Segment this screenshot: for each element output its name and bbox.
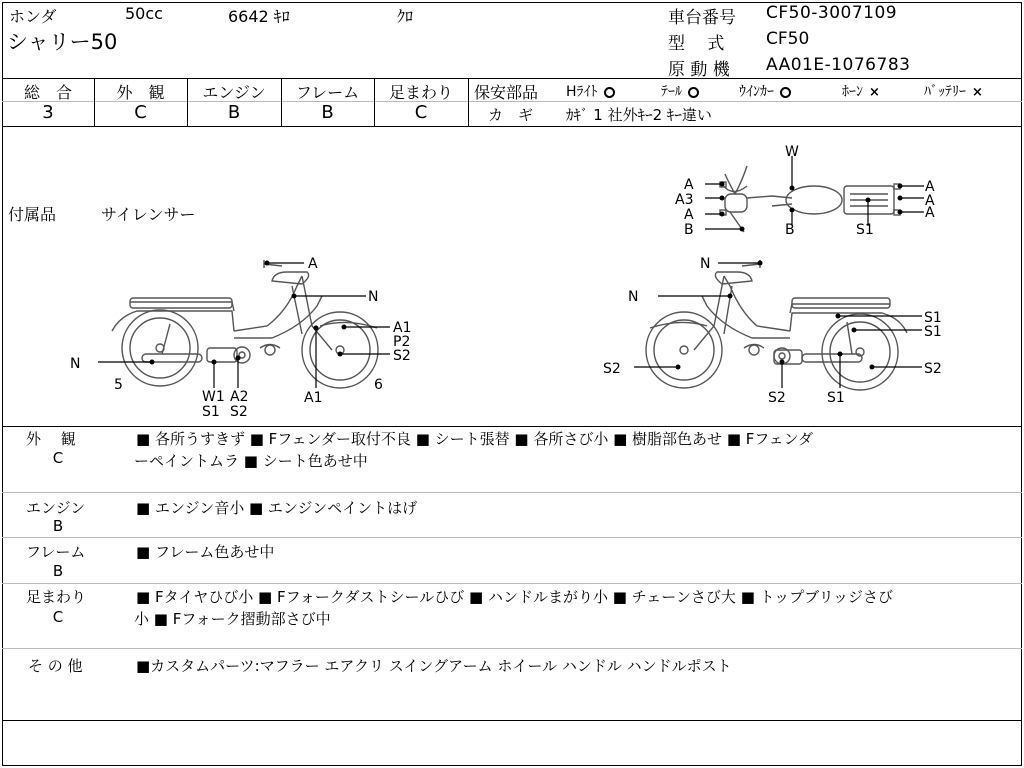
diagram-label: 6 [374,377,383,393]
remark-label-other: そ の 他 [28,657,83,675]
remark-text-engine: ■ エンジン音小 ■ エンジンペイントはげ [136,499,418,517]
safety-item-horn [842,81,880,101]
grade-value-suspension: C [414,102,428,123]
grade-header-overall: 総 合 [23,83,72,102]
diagram-label: S2 [768,390,786,406]
grade-value-exterior: C [134,102,147,123]
diagram-label: A [684,207,694,223]
right-side-bike [646,260,907,390]
safety-label: 保安部品 [474,83,539,102]
grade-value-frame: B [321,102,334,123]
safety-item-name: ﾊﾞｯﾃﾘｰ [924,84,966,100]
grade-value-overall: 3 [42,102,54,123]
ok-circle-icon [688,87,699,98]
diagram-label: N [368,289,379,305]
safety-item-name: Hﾗｲﾄ [566,84,598,100]
diagram-label: N [70,356,81,372]
left-side-bike [112,260,378,388]
safety-item-name: ﾎｰﾝ [842,84,863,100]
diagram-label: S1 [202,404,220,420]
displacement: 50cc [125,4,163,23]
ng-cross-icon: × [972,85,983,100]
diagram-label: A [925,179,935,195]
diagram-label: A [308,256,318,272]
model-name: シャリー50 [7,30,118,54]
diagram-label: B [684,222,694,238]
diagram-label: S2 [230,404,248,420]
ng-cross-icon: × [869,85,880,100]
color: ｸﾛ [397,7,414,26]
remark-label-frame: フレーム [26,543,86,561]
safety-item-name: ｳｲﾝｶｰ [739,84,774,100]
ok-circle-icon [604,87,615,98]
engine-no: AA01E-1076783 [766,55,911,75]
diagram-label: A3 [675,192,694,208]
diagram-label: S1 [827,390,845,406]
key-label: カ ギ [488,106,534,124]
accessories-value: サイレンサー [101,205,196,224]
frame-no-label: 車台番号 [668,8,736,28]
diagram-label: B [785,222,795,238]
grade-header-exterior: 外 観 [116,83,165,102]
remark-text-exterior: ■ 各所うすきず ■ Fフェンダー取付不良 ■ シート張替 ■ 各所さび小 ■ 樹脂部色あせ ■ Fフェンダ [136,430,814,448]
remark-label-suspension: 足まわり [26,588,87,606]
remark-grade-frame: B [52,562,64,580]
remark-label-exterior: 外 観 [26,430,76,448]
diagram-label: S1 [856,222,874,238]
remark-grade-engine: B [52,517,64,535]
diagram-label: N [628,289,639,305]
remark-text-frame: ■ フレーム色あせ中 [136,543,275,561]
diagram-label: P2 [393,334,411,350]
diagram-label: S2 [924,361,942,377]
maker: ホンダ [9,7,57,26]
diagram-label: A [925,205,935,221]
remark-label-engine: エンジン [26,499,86,517]
grade-header-engine: エンジン [202,83,266,102]
diagram-label: S1 [924,310,942,326]
remark-grade-suspension: C [52,608,64,626]
ok-circle-icon [780,87,791,98]
remark-text-other: ■カスタムパーツ:マフラー エアクリ スイングアーム ホイール ハンドル ハンドルポスト [136,657,732,675]
safety-item-headlight [566,81,615,101]
accessories-label: 付属品 [8,205,57,224]
safety-item-name: ﾃｰﾙ [661,84,682,100]
frame-no: CF50-3007109 [766,3,898,23]
remark-text-exterior-2: ーペイントムラ ■ シート色あせ中 [134,452,368,470]
grade-header-suspension: 足まわり [388,83,453,102]
diagram-label: W1 [202,389,225,405]
safety-item-tail [661,81,699,101]
grade-header-frame: フレーム [295,83,360,102]
diagram-label: A [925,193,935,209]
engine-label: 原 動 機 [668,60,730,80]
grade-value-engine: B [227,102,241,123]
diagram-label: S1 [924,324,942,340]
diagram-label: N [700,256,711,272]
type-label: 型 式 [668,34,725,54]
type-value: CF50 [766,29,810,49]
diagram-label: S2 [393,348,411,364]
diagram-label: A1 [304,390,323,406]
diagram-label: A [684,177,694,193]
remark-text-suspension: ■ Fタイヤひび小 ■ Fフォークダストシールひび ■ ハンドルまがり小 ■ チェーンさび大 ■ トップブリッジさび [136,588,893,606]
key-value: ｶｷﾞ 1 社外ｷｰ2 ｷｰ違い [566,106,712,124]
diagram-label: 5 [114,377,123,393]
safety-item-winker [739,81,791,101]
diagram-label: A1 [393,320,412,336]
diagram-label: A2 [230,389,249,405]
remark-text-suspension-2: 小 ■ Fフォーク摺動部さび中 [134,610,331,628]
remark-grade-exterior: C [52,449,64,467]
diagram-label: W [785,144,799,160]
diagram-label: S2 [603,361,621,377]
safety-item-battery [924,81,983,101]
damage-diagram [2,126,1022,426]
mileage: 6642 ｷﾛ [228,7,290,26]
